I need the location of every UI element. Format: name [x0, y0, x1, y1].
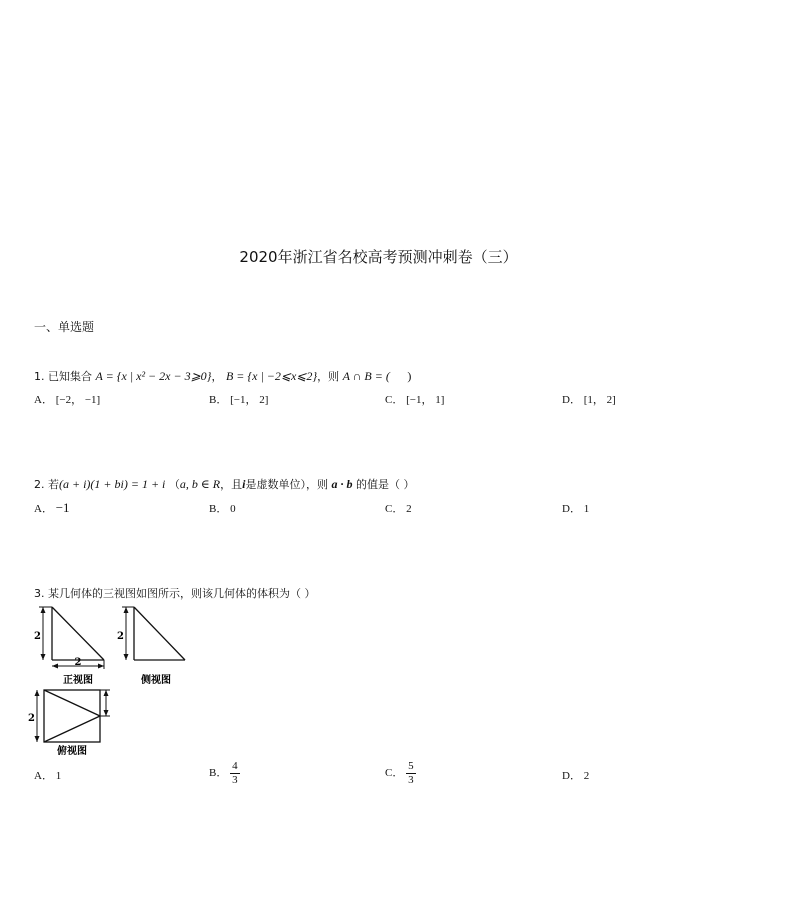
- q1-option-c[interactable]: C． [−1， 1]: [385, 394, 445, 406]
- condition-expression: a, b ∈ R: [179, 477, 221, 491]
- q2-option-c[interactable]: C． 2: [385, 503, 412, 515]
- question-text-suffix: 的值是（ ）: [355, 478, 415, 491]
- question-2: [34, 476, 414, 492]
- q2-option-a[interactable]: A． −1: [34, 500, 70, 515]
- page-title: 2020年浙江省名校高考预测冲刺卷（三）: [239, 248, 518, 266]
- q3-option-b[interactable]: B． $\frac{4}{3}$: [209, 760, 238, 786]
- question-number: 1.: [34, 370, 45, 383]
- set-b-expression: B = {x | −2⩽x⩽2}: [225, 369, 318, 383]
- question-text: 已知集合: [48, 370, 92, 383]
- front-width-label: 2: [74, 657, 82, 668]
- product-expression: a · b: [331, 477, 353, 491]
- condition-text-2: 是虚数单位），则: [245, 478, 328, 491]
- question-3: [34, 585, 316, 601]
- front-view: [34, 607, 104, 686]
- answer-paren-close: ): [407, 369, 412, 383]
- condition-open: （: [168, 478, 180, 491]
- q3-option-c[interactable]: C． $\frac{5}{3}$: [385, 760, 414, 786]
- question-1: [34, 368, 411, 384]
- q1-option-d[interactable]: D． [1， 2]: [562, 394, 616, 406]
- question-number: 2.: [34, 478, 45, 491]
- section-heading: 一、单选题: [34, 320, 95, 334]
- fraction: $\frac{4}{3}$: [232, 760, 238, 786]
- q1-option-a[interactable]: A． [−2， −1]: [34, 394, 101, 406]
- side-view-label: 侧视图: [141, 675, 171, 686]
- intersection-expression: A ∩ B = (: [342, 369, 390, 383]
- set-a-expression: A = {x | x² − 2x − 3⩾0}: [95, 369, 212, 383]
- top-view: [28, 690, 110, 757]
- question-number: 3.: [34, 587, 45, 600]
- side-height-label: 2: [117, 631, 124, 642]
- separator: ，: [211, 370, 223, 383]
- three-view-figure: [28, 603, 198, 758]
- q3-option-a[interactable]: A． 1: [34, 770, 62, 782]
- front-view-label: 正视图: [63, 675, 93, 686]
- question-text: 某几何体的三视图如图所示，则该几何体的体积为（ ）: [48, 587, 316, 600]
- equation: (a + i)(1 + bi) = 1 + i: [59, 477, 166, 491]
- q2-option-d[interactable]: D． 1: [562, 503, 590, 515]
- imaginary-unit: i: [242, 477, 246, 491]
- q1-option-b[interactable]: B． [−1， 2]: [209, 394, 269, 406]
- fraction: $\frac{5}{3}$: [408, 760, 414, 786]
- question-text-suffix: ，则: [317, 370, 340, 383]
- question-text: 若: [48, 478, 59, 491]
- q2-option-b[interactable]: B． 0: [209, 503, 236, 515]
- condition-text: ，且: [220, 478, 243, 491]
- top-view-label: 俯视图: [57, 746, 87, 757]
- top-height-label: 2: [28, 713, 35, 724]
- side-view: [117, 607, 185, 686]
- q3-option-d[interactable]: D． 2: [562, 770, 590, 782]
- front-height-label: 2: [34, 631, 41, 642]
